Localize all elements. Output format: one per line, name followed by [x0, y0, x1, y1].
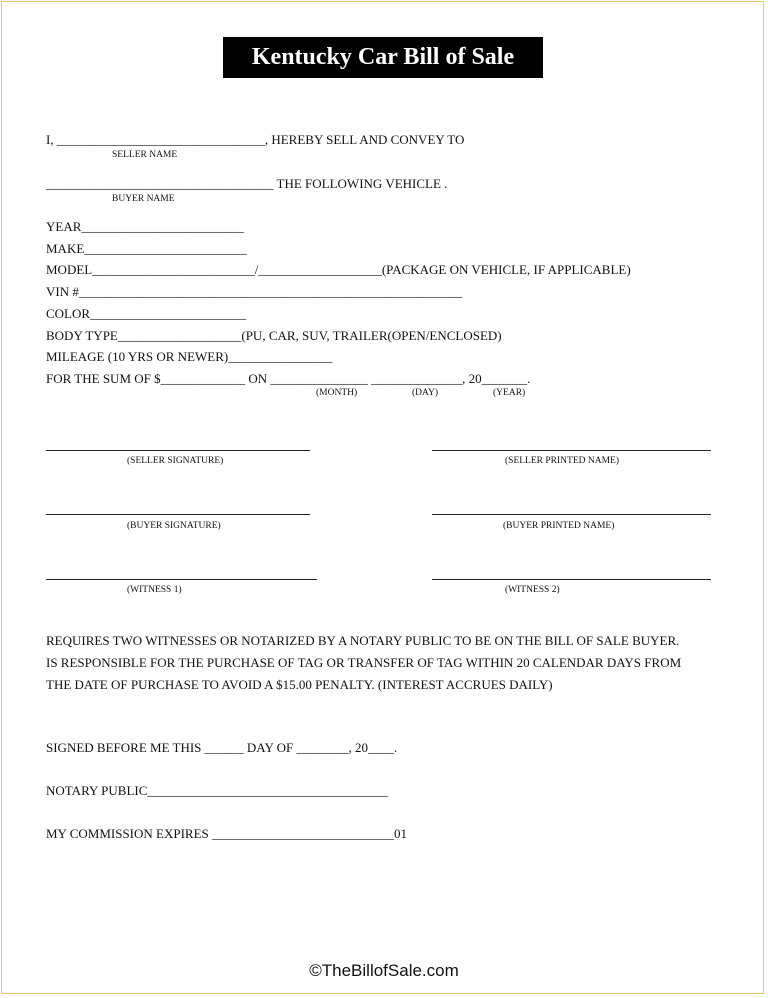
color-field: COLOR________________________ [46, 306, 247, 321]
buyer-line: ___________________________________ THE FOLLOWING VEHICLE . [46, 176, 448, 191]
mileage-field: MILEAGE (10 YRS OR NEWER)________________ [46, 349, 333, 364]
month-label: (MONTH) [316, 388, 358, 398]
notice-line: IS RESPONSIBLE FOR THE PURCHASE OF TAG OR TRANSFER OF TAG WITHIN 20 CALENDAR DAYS FROM [46, 655, 682, 670]
commission-expires: MY COMMISSION EXPIRES ____________________________01 [46, 826, 408, 841]
buyer-signature-line [46, 514, 310, 515]
buyer-name-label: BUYER NAME [112, 194, 175, 204]
vin-field: VIN #___________________________________________________________ [46, 284, 463, 299]
notice-line: THE DATE OF PURCHASE TO AVOID A $15.00 PENALTY. (INTEREST ACCRUES DAILY) [46, 677, 553, 692]
notice-line: REQUIRES TWO WITNESSES OR NOTARIZED BY A NOTARY PUBLIC TO BE ON THE BILL OF SALE BUYER. [46, 633, 680, 648]
notary-public-line: NOTARY PUBLIC_____________________________________ [46, 783, 388, 798]
year-label: (YEAR) [493, 388, 526, 398]
buyer-printed-label: (BUYER PRINTED NAME) [503, 521, 615, 531]
witness2-label: (WITNESS 2) [505, 585, 560, 595]
notice-paragraph [46, 630, 736, 696]
year-field: YEAR_________________________ [46, 219, 244, 234]
seller-signature-label: (SELLER SIGNATURE) [127, 456, 224, 466]
buyer-signature-label: (BUYER SIGNATURE) [127, 521, 221, 531]
seller-printed-line [432, 450, 711, 451]
model-field: MODEL_________________________/___________________(PACKAGE ON VEHICLE, IF APPLICABLE) [46, 262, 631, 277]
signed-before-me: SIGNED BEFORE ME THIS ______ DAY OF ________, 20____. [46, 740, 398, 755]
sum-field: FOR THE SUM OF $_____________ ON _______________ ______________, 20_______. [46, 371, 531, 386]
make-field: MAKE_________________________ [46, 241, 247, 256]
buyer-printed-line [432, 514, 711, 515]
seller-name-label: SELLER NAME [112, 150, 178, 160]
seller-line: I, ________________________________, HEREBY SELL AND CONVEY TO [46, 132, 465, 147]
footer-copyright: ©TheBillofSale.com [309, 961, 459, 980]
witness1-label: (WITNESS 1) [127, 585, 182, 595]
witness2-line [432, 579, 711, 580]
seller-signature-line [46, 450, 310, 451]
document-title: Kentucky Car Bill of Sale [223, 37, 543, 78]
witness1-line [46, 579, 317, 580]
body-type-field: BODY TYPE___________________(PU, CAR, SUV, TRAILER(OPEN/ENCLOSED) [46, 328, 502, 343]
day-label: (DAY) [412, 388, 439, 398]
seller-printed-label: (SELLER PRINTED NAME) [505, 456, 619, 466]
